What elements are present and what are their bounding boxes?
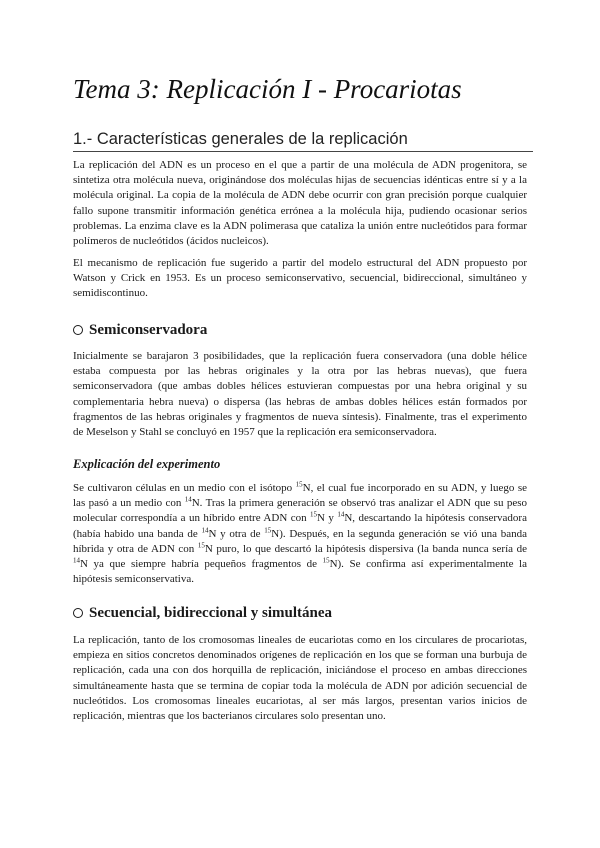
subsection-heading-text: Secuencial, bidireccional y simultánea [89,605,333,621]
paragraph-experimento: Se cultivaron células en un medio con el isótopo $^{15}$N, el cual fue incorporado en su ADN, y luego se las pasó a un medio con $^{14}$N. Tras la primera generación se observó tras analizar el ADN que su peso molecular correspondía a un híbrido entre ADN con $^{15}$N y $^{14}$N, descartando la hipótesis conservadora (había habido una banda de $^{14}$N y otra de $^{15}$N). Después, en la segunda generación se vió una banda híbrida y otra de ADN con $^{15}$N puro, lo que descartó la hipótesis dispersiva (la banda nunca sería de $^{14}$N ya que siempre habría pequeños fragmentos de $^{15}$N). Se confirma así experimentalmente la hipótesis semiconservativa. [73,480,527,586]
subheading-explicacion-experimento: Explicación del experimento [73,457,221,471]
subsection-heading-secuencial [73,603,332,623]
subsection-heading-text: Semiconservadora [89,322,208,338]
paragraph-secuencial: La replicación, tanto de los cromosomas lineales de eucariotas como en los circulares de procariotas, empieza en sitios concretos denominados orígenes de replicación en los que se forman una burbuja de replicación, cada una con dos horquilla de replicación, iniciándose el proceso en ambas direcciones simultáneamente hasta que se termina de copiar toda la molécula de ADN por adición secuencial de nucleótidos. Los cromosomas lineales eucariotas, al ser más largos, presentan varios inicios de replicación, mientras que los bacterianos circulares solo presentan uno. [73,634,527,723]
circle-bullet-icon [73,608,83,618]
paragraph-mecanismo: El mecanismo de replicación fue sugerido a partir del modelo estructural del ADN propuesto por Watson y Crick en 1953. Es un proceso semiconservativo, secuencial, bidireccional, simultáneo y semidiscontinuo. [73,257,527,300]
section-heading-caracteristicas: 1.- Características generales de la replicación [73,128,533,152]
document-title: Tema 3: Replicación I - Procariotas [73,74,462,104]
paragraph-posibilidades: Inicialmente se barajaron 3 posibilidades, que la replicación fuera conservadora (una doble hélice estaba compuesta por las hebras originales y la otra por las hebras nuevas), que fuera semiconservadora (que ambas dobles hélices estuvieran compuestas por una hebra original y su complementaria hebra nueva) o dispersa (las hebras de ambas dobles hélices están formados por fragmentos de las hebras originales y fragmentos de nueva síntesis). Finalmente, tras el experimento de Meselson y Stahl se concluyó en 1957 que la replicación era semiconservadora. [73,350,527,439]
circle-bullet-icon [73,325,83,335]
paragraph-replicacion-intro: La replicación del ADN es un proceso en el que a partir de una molécula de ADN progenitora, se sintetiza otra molécula nueva, originándose dos moléculas hijas de secuencias idénticas entre sí y a la molécula original. La copia de la molécula de ADN debe ocurrir con gran precisión porque cualquier fallo supone transmitir información genética errónea a la molécula hija, pudiendo ocasionar serios problemas. La enzima clave es la ADN polimerasa que cataliza la unión entre nucleótidos para formar polímeros de nucleótidos (ácidos nucleicos). [73,159,527,248]
subsection-heading-semiconservadora [73,320,207,340]
